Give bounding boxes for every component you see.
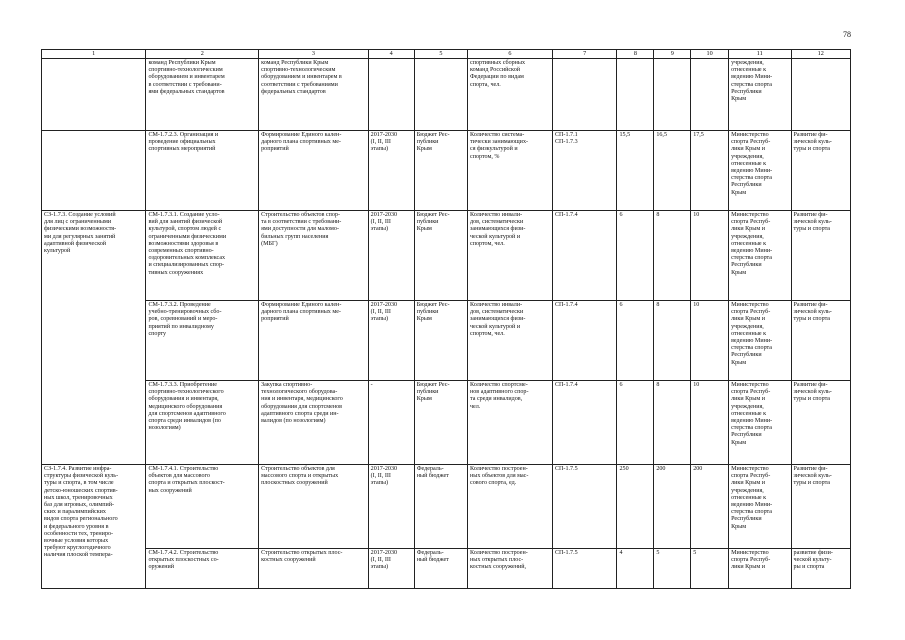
value-cell: 8: [654, 381, 691, 465]
source-cell: Федераль- ный бюджет: [414, 465, 467, 549]
column-number: 4: [368, 50, 414, 59]
value-cell: 6: [617, 381, 654, 465]
indicator-cell: Количество построен- ных открытых плос- костных сооружений,: [467, 549, 552, 589]
measure-cell: СМ-1.7.3.2. Проведение учебно-тренировочных сбо- ров, соревнований и меро- приятий по инвалидному спорту: [146, 301, 259, 381]
source-cell: Бюджет Рес- публики Крым: [414, 301, 467, 381]
value-cell: 5: [691, 549, 729, 589]
value-cell: 8: [654, 301, 691, 381]
measure-cell: СМ-1.7.2.3. Организация и проведение официальных спортивных мероприятий: [146, 131, 259, 211]
table-row: [42, 381, 851, 465]
measure-cell: СМ-1.7.4.2. Строительство открытых плоскостных со- оружений: [146, 549, 259, 589]
code-cell: СП-1.7.4: [552, 301, 617, 381]
source-cell: Бюджет Рес- публики Крым: [414, 131, 467, 211]
column-number: 2: [146, 50, 259, 59]
executor-cell: Министерство спорта Респуб- лики Крым и учреждения, отнесенные к ведению Мини- стерства спорта Республики Крым: [729, 465, 791, 549]
value-cell: 4: [617, 549, 654, 589]
column-number: 12: [791, 50, 850, 59]
column-number: 11: [729, 50, 791, 59]
task-cell: [42, 131, 146, 211]
program-measures-table: [41, 49, 851, 589]
value-cell: 250: [617, 465, 654, 549]
indicator-cell: Количество инвали- дов, систематически занимающихся физи- ческой культурой и спортом, чел.: [467, 301, 552, 381]
table-row: [42, 59, 851, 131]
content-cell: Закупка спортивно- технологического оборудова- ния и инвентаря, медицинского оборудования для спортсменов адаптивного спорта среди ин- валидов (по нозологиям): [259, 381, 369, 465]
value-cell: 8: [654, 211, 691, 301]
goal-cell: Развитие фи- зической куль- туры и спорта: [791, 465, 850, 549]
content-cell: Формирование Единого кален- дарного плана спортивных ме- роприятий: [259, 301, 369, 381]
goal-cell: Развитие фи- зической куль- туры и спорта: [791, 301, 850, 381]
indicator-cell: спортивных сборных команд Российской Федерации по видам спорта, чел.: [467, 59, 552, 131]
column-number: 6: [467, 50, 552, 59]
task-cell: СЗ-1.7.3. Создание условий для лиц с ограниченными физическими возможностя- ми для регулярных занятий адаптивной физической культурой: [42, 211, 146, 465]
table-row: [42, 549, 851, 589]
column-number: 7: [552, 50, 617, 59]
source-cell: [414, 59, 467, 131]
period-cell: 2017-2030 (I, II, III этапы): [368, 211, 414, 301]
content-cell: команд Республики Крым спортивно-технологическим оборудованием и инвентарем в соответствии с требованиями федеральных стандартов: [259, 59, 369, 131]
table-row: [42, 131, 851, 211]
code-cell: СП-1.7.4: [552, 211, 617, 301]
value-cell: 15,5: [617, 131, 654, 211]
period-cell: [368, 59, 414, 131]
source-cell: Бюджет Рес- публики Крым: [414, 211, 467, 301]
task-cell: [42, 59, 146, 131]
value-cell: 10: [691, 211, 729, 301]
source-cell: Федераль- ный бюджет: [414, 549, 467, 589]
column-number: 9: [654, 50, 691, 59]
period-cell: 2017-2030 (I, II, III этапы): [368, 465, 414, 549]
period-cell: 2017-2030 (I, II, III этапы): [368, 549, 414, 589]
column-number: 8: [617, 50, 654, 59]
value-cell: 17,5: [691, 131, 729, 211]
executor-cell: Министерство спорта Респуб- лики Крым и учреждения, отнесенные к ведению Мини- стерства спорта Республики Крым: [729, 381, 791, 465]
column-number: 1: [42, 50, 146, 59]
value-cell: 16,5: [654, 131, 691, 211]
column-number: 5: [414, 50, 467, 59]
indicator-cell: Количество инвали- дов, систематически занимающихся физи- ческой культурой и спортом, чел.: [467, 211, 552, 301]
goal-cell: Развитие фи- зической куль- туры и спорта: [791, 381, 850, 465]
code-cell: СП-1.7.4: [552, 381, 617, 465]
column-number-row: [42, 50, 851, 59]
executor-cell: Министерство спорта Респуб- лики Крым и: [729, 549, 791, 589]
content-cell: Формирование Единого кален- дарного плана спортивных ме- роприятий: [259, 131, 369, 211]
value-cell: 200: [691, 465, 729, 549]
measure-cell: СМ-1.7.4.1. Строительство объектов для массового спорта и открытых плоскост- ных сооружений: [146, 465, 259, 549]
code-cell: [552, 59, 617, 131]
value-cell: 10: [691, 301, 729, 381]
code-cell: СП-1.7.1 СП-1.7.3: [552, 131, 617, 211]
value-cell: 10: [691, 381, 729, 465]
value-cell: 6: [617, 211, 654, 301]
value-cell: 6: [617, 301, 654, 381]
executor-cell: Министерство спорта Респуб- лики Крым и учреждения, отнесенные к ведению Мини- стерства спорта Республики Крым: [729, 211, 791, 301]
goal-cell: развитие физи- ческой культу- ры и спорта: [791, 549, 850, 589]
value-cell: [617, 59, 654, 131]
code-cell: СП-1.7.5: [552, 549, 617, 589]
value-cell: [691, 59, 729, 131]
source-cell: Бюджет Рес- публики Крым: [414, 381, 467, 465]
goal-cell: Развитие фи- зической куль- туры и спорта: [791, 131, 850, 211]
executor-cell: Министерство спорта Респуб- лики Крым и учреждения, отнесенные к ведению Мини- стерства спорта Республики Крым: [729, 301, 791, 381]
executor-cell: Министерство спорта Респуб- лики Крым и учреждения, отнесенные к ведению Мини- стерства спорта Республики Крым: [729, 131, 791, 211]
column-number: 10: [691, 50, 729, 59]
column-number: 3: [259, 50, 369, 59]
indicator-cell: Количество система- тически занимающих- ся физкультурой и спортом, %: [467, 131, 552, 211]
period-cell: 2017-2030 (I, II, III этапы): [368, 131, 414, 211]
value-cell: 5: [654, 549, 691, 589]
content-cell: Строительство объектов спор- та в соответствии с требовани- ями доступности для маломо- бильных групп населения (МБГ): [259, 211, 369, 301]
content-cell: Строительство открытых плос- костных сооружений: [259, 549, 369, 589]
period-cell: -: [368, 381, 414, 465]
value-cell: [654, 59, 691, 131]
goal-cell: [791, 59, 850, 131]
measure-cell: СМ-1.7.3.1. Создание усло- вий для занятий физической культурой, спортом людей с ограниченными физическими возможностями здоровья в современных спортивно- оздоровительных комплексах и специализированных спор- тивных сооружениях: [146, 211, 259, 301]
table-row: [42, 211, 851, 301]
table-row: [42, 301, 851, 381]
page-number: 78: [843, 30, 851, 39]
indicator-cell: Количество построен- ных объектов для мас- сового спорта, ед.: [467, 465, 552, 549]
code-cell: СП-1.7.5: [552, 465, 617, 549]
executor-cell: учреждения, отнесенные к ведению Мини- стерства спорта Республики Крым: [729, 59, 791, 131]
period-cell: 2017-2030 (I, II, III этапы): [368, 301, 414, 381]
task-cell: СЗ-1.7.4. Развитие инфра- структуры физической куль- туры и спорта, в том числе детско-юношеских спортив- ных школ, тренировочных баз для игровых, олимпий- ских и паралимпийских видов спорта регионального и федерального уровня в особенности тех, трениро- вочные условия которых требуют круглогодичного наличия плоской темпера-: [42, 465, 146, 589]
measure-cell: СМ-1.7.3.3. Приобретение спортивно-технологического оборудования и инвентаря, медицинского оборудования для спортсменов адаптивного спорта среди инвалидов (по нозологиям): [146, 381, 259, 465]
table-row: [42, 465, 851, 549]
goal-cell: Развитие фи- зической куль- туры и спорта: [791, 211, 850, 301]
indicator-cell: Количество спортсме- нов адаптивного спор- та среди инвалидов, чел.: [467, 381, 552, 465]
value-cell: 200: [654, 465, 691, 549]
content-cell: Строительство объектов для массового спорта и открытых плоскостных сооружений: [259, 465, 369, 549]
measure-cell: команд Республики Крым спортивно-технологическим оборудованием и инвентарем в соответствии с требовани- ями федеральных стандартов: [146, 59, 259, 131]
